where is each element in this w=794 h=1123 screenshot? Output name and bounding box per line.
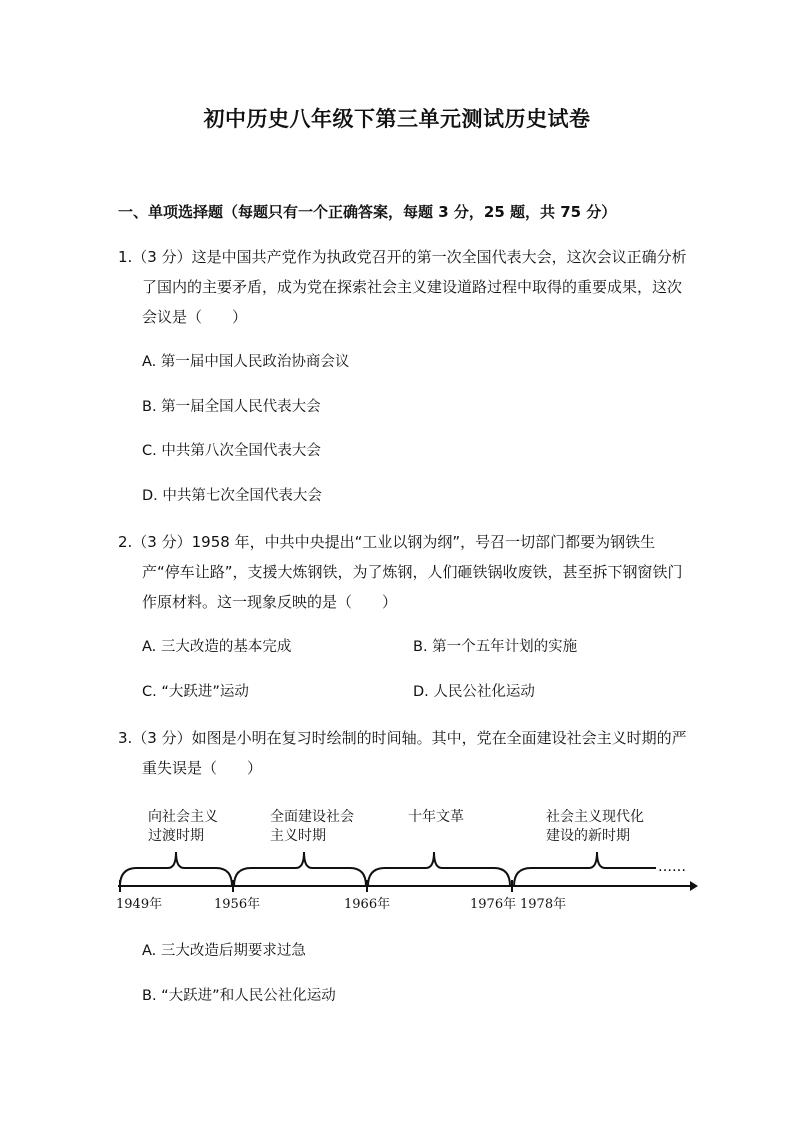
question-3-option-b: B. “大跃进”和人民公社化运动 [142,988,336,1004]
timeline-ellipsis: …… [658,859,686,875]
question-1-option-d: D. 中共第七次全国代表大会 [142,488,322,504]
timeline-label-construction [270,808,354,846]
timeline-label-new-era [546,808,644,846]
year-1978: 1978年 [520,897,567,912]
timeline-label-construction-line2: 主义时期 [270,828,326,844]
question-2-option-c: C. “大跃进”运动 [142,684,249,700]
timeline-label-new-era-line1: 社会主义现代化 [546,809,644,825]
question-2-option-d: D. 人民公社化运动 [413,684,535,700]
year-1976: 1976年 [470,897,517,912]
question-1-option-c: C. 中共第八次全国代表大会 [142,443,321,459]
question-3-text: 3.（3 分）如图是小明在复习时绘制的时间轴。其中，党在全面建设社会主义时期的严重失误是（ ） [118,729,687,777]
timeline-label-new-era-line2: 建设的新时期 [546,828,630,844]
timeline-label-transition-line2: 过渡时期 [148,828,204,844]
year-1949: 1949年 [116,897,163,912]
question-2-text: 2.（3 分）1958 年，中共中央提出“工业以钢为纲”，号召一切部门都要为钢铁生产“停车让路”，支援大炼钢铁，为了炼钢，人们砸铁锅收废铁，甚至拆下钢窗铁门作原材料。这一现象反映的是（ ） [118,533,683,611]
question-1-option-b: B. 第一届全国人民代表大会 [142,399,321,415]
question-1-option-a: A. 第一届中国人民政治协商会议 [142,354,350,370]
question-2-option-b: B. 第一个五年计划的实施 [413,639,578,655]
brace-1949-1956 [120,852,232,886]
question-1-text: 1.（3 分）这是中国共产党作为执政党召开的第一次全国代表大会，这次会议正确分析了国内的主要矛盾，成为党在探索社会主义建设道路过程中取得的重要成果，这次会议是（ ） [118,248,687,326]
question-2-option-a: A. 三大改造的基本完成 [142,639,292,655]
brace-1978-onward [514,852,656,886]
brace-1966-1976 [368,852,510,886]
section-heading: 一、单项选择题（每题只有一个正确答案，每题 3 分，25 题，共 75 分） [118,203,617,221]
timeline-label-cultural-revolution [408,808,464,827]
timeline-arrow [690,881,698,891]
year-1966: 1966年 [344,897,391,912]
question-3-option-a: A. 三大改造后期要求过急 [142,943,306,959]
timeline-label-transition-line1: 向社会主义 [148,809,218,825]
timeline-label-construction-line1: 全面建设社会 [270,809,354,825]
page-title: 初中历史八年级下第三单元测试历史试卷 [203,106,591,131]
timeline-label-transition [148,808,218,846]
brace-1956-1966 [234,852,366,886]
timeline-label-cultural-revolution-line1: 十年文革 [408,809,464,825]
year-1956: 1956年 [214,897,261,912]
